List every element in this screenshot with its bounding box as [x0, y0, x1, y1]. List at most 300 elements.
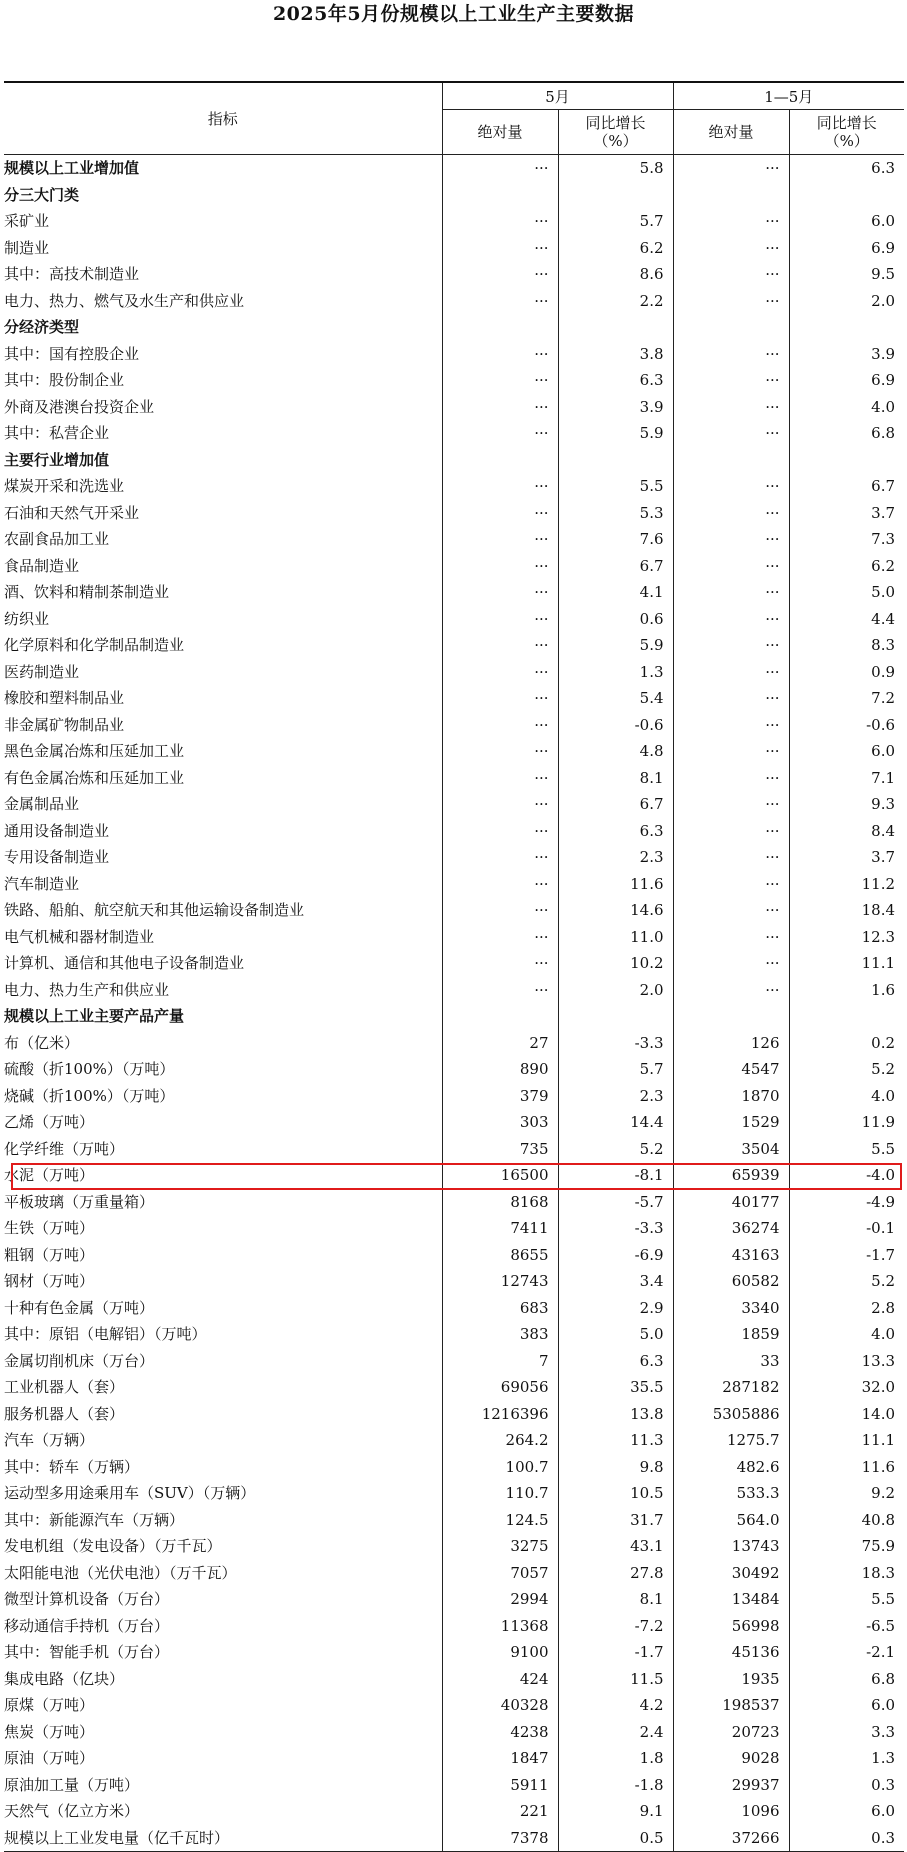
may-growth-cell: 5.4 — [558, 685, 673, 712]
may-growth-cell: 2.2 — [558, 288, 673, 315]
cum-absolute-cell: 1529 — [673, 1109, 789, 1136]
may-growth-header: 同比增长 （%） — [558, 110, 673, 155]
cum-growth-cell: -4.9 — [866, 1192, 896, 1211]
table-row — [4, 844, 904, 871]
may-absolute-cell: ··· — [442, 235, 558, 262]
may-absolute-cell: ··· — [442, 473, 558, 500]
may-absolute-cell: ··· — [442, 288, 558, 315]
cum-absolute-cell — [673, 314, 789, 341]
may-growth-cell: 8.1 — [558, 765, 673, 792]
table-row — [4, 897, 904, 924]
row-indicator: 其中：股份制企业 — [4, 367, 442, 394]
cum-growth-cell: 3.9 — [871, 344, 896, 363]
cum-absolute-cell: 1870 — [673, 1083, 789, 1110]
table-row — [4, 1560, 904, 1587]
may-growth-cell: 9.8 — [558, 1454, 673, 1481]
table-row — [4, 1613, 904, 1640]
may-absolute-cell: 303 — [442, 1109, 558, 1136]
cum-growth-cell: -2.1 — [866, 1643, 896, 1661]
table-row — [4, 685, 904, 712]
cum-growth-cell: 32.0 — [861, 1378, 896, 1396]
cum-absolute-cell: 1096 — [673, 1798, 789, 1825]
may-absolute-cell: 27 — [442, 1030, 558, 1057]
cum-growth-cell: 11.9 — [861, 1113, 896, 1131]
may-growth-cell: 6.7 — [558, 791, 673, 818]
cum-absolute-cell: 33 — [673, 1348, 789, 1375]
table-row — [4, 1798, 904, 1825]
row-indicator: 分经济类型 — [4, 314, 442, 341]
may-growth-cell: 2.3 — [558, 844, 673, 871]
may-growth-cell: 4.2 — [558, 1692, 673, 1719]
cum-growth-cell: 1.3 — [871, 1749, 896, 1767]
may-absolute-cell: 424 — [442, 1666, 558, 1693]
cum-absolute-cell: 4547 — [673, 1056, 789, 1083]
table-row — [4, 1586, 904, 1613]
table-row — [4, 367, 904, 394]
may-absolute-cell: 69056 — [442, 1374, 558, 1401]
table-row — [4, 208, 904, 235]
row-indicator: 食品制造业 — [4, 553, 442, 580]
may-absolute-cell: 9100 — [442, 1639, 558, 1666]
cum-absolute-cell: ··· — [673, 367, 789, 394]
period-may-header: 5月 — [442, 82, 673, 110]
row-indicator: 规模以上工业增加值 — [4, 155, 442, 182]
may-absolute-cell: 7378 — [442, 1825, 558, 1852]
may-growth-cell: 5.9 — [558, 420, 673, 447]
cum-growth-cell: 9.3 — [871, 795, 896, 813]
cum-growth-cell: 7.3 — [871, 530, 896, 548]
may-absolute-cell: 735 — [442, 1136, 558, 1163]
table-body — [4, 155, 904, 1852]
table-row — [4, 738, 904, 765]
table-row — [4, 1401, 904, 1428]
cum-absolute-cell: ··· — [673, 473, 789, 500]
row-indicator: 其中：高技术制造业 — [4, 261, 442, 288]
may-growth-cell: -0.6 — [558, 712, 673, 739]
may-absolute-cell: ··· — [442, 606, 558, 633]
cum-absolute-cell: 65939 — [673, 1162, 789, 1189]
cum-absolute-cell: 287182 — [673, 1374, 789, 1401]
cum-growth-cell: 6.8 — [871, 424, 896, 442]
may-absolute-cell: 7057 — [442, 1560, 558, 1587]
cum-absolute-cell: 29937 — [673, 1772, 789, 1799]
table-row — [4, 473, 904, 500]
table-row — [4, 977, 904, 1004]
may-growth-cell: 1.3 — [558, 659, 673, 686]
cum-growth-cell: 11.1 — [861, 954, 896, 972]
may-growth-cell: 5.9 — [558, 632, 673, 659]
may-growth-cell: 5.7 — [558, 208, 673, 235]
cum-growth-cell: 11.6 — [861, 1457, 896, 1476]
cum-growth-cell: 4.0 — [871, 1086, 896, 1105]
row-indicator: 钢材（万吨） — [4, 1268, 442, 1295]
may-growth-cell: 1.8 — [558, 1745, 673, 1772]
cum-absolute-cell — [673, 182, 789, 209]
cum-growth-cell: 4.0 — [871, 1325, 896, 1343]
table-row — [4, 1533, 904, 1560]
may-growth-cell — [558, 314, 673, 341]
table-row — [4, 1321, 904, 1348]
may-absolute-cell: ··· — [442, 924, 558, 951]
may-absolute-cell: 683 — [442, 1295, 558, 1322]
cum-growth-cell: 0.3 — [871, 1775, 896, 1794]
cum-absolute-cell: ··· — [673, 765, 789, 792]
cum-growth-cell: 11.1 — [861, 1431, 896, 1449]
may-growth-cell: 0.6 — [558, 606, 673, 633]
cum-growth-cell: 6.9 — [871, 371, 896, 389]
indicator-header: 指标 — [4, 82, 442, 155]
row-indicator: 水泥（万吨） — [4, 1162, 442, 1189]
cum-absolute-cell: ··· — [673, 712, 789, 739]
cum-growth-cell: 4.4 — [871, 609, 896, 628]
may-growth-cell: 11.5 — [558, 1666, 673, 1693]
table-row — [4, 791, 904, 818]
may-absolute-cell: ··· — [442, 553, 558, 580]
table-row — [4, 1692, 904, 1719]
table-row — [4, 579, 904, 606]
cum-growth-cell: 75.9 — [861, 1537, 896, 1555]
table-row — [4, 1454, 904, 1481]
cum-absolute-cell: 3340 — [673, 1295, 789, 1322]
table-row — [4, 261, 904, 288]
row-indicator: 太阳能电池（光伏电池）（万千瓦） — [4, 1560, 442, 1587]
row-indicator: 计算机、通信和其他电子设备制造业 — [4, 950, 442, 977]
cum-absolute-cell: ··· — [673, 155, 789, 182]
cum-growth-cell: 5.5 — [871, 1139, 896, 1158]
cum-absolute-cell: ··· — [673, 844, 789, 871]
row-indicator: 铁路、船舶、航空航天和其他运输设备制造业 — [4, 897, 442, 924]
table-row — [4, 447, 904, 474]
may-growth-cell: 11.6 — [558, 871, 673, 898]
cum-absolute-cell: 43163 — [673, 1242, 789, 1269]
row-indicator: 石油和天然气开采业 — [4, 500, 442, 527]
row-indicator: 粗钢（万吨） — [4, 1242, 442, 1269]
cum-growth-cell: 5.0 — [871, 583, 896, 601]
may-growth-cell: 7.6 — [558, 526, 673, 553]
table-row — [4, 314, 904, 341]
cum-absolute-cell: 36274 — [673, 1215, 789, 1242]
row-indicator: 其中：新能源汽车（万辆） — [4, 1507, 442, 1534]
may-absolute-cell: 383 — [442, 1321, 558, 1348]
may-absolute-cell: 3275 — [442, 1533, 558, 1560]
table-row — [4, 553, 904, 580]
table-row — [4, 765, 904, 792]
row-indicator: 移动通信手持机（万台） — [4, 1613, 442, 1640]
cum-absolute-cell: ··· — [673, 208, 789, 235]
cum-absolute-cell: 13484 — [673, 1586, 789, 1613]
table-row — [4, 1083, 904, 1110]
cum-absolute-cell: 3504 — [673, 1136, 789, 1163]
may-growth-cell: 6.2 — [558, 235, 673, 262]
cum-absolute-cell: ··· — [673, 394, 789, 421]
may-growth-cell: 27.8 — [558, 1560, 673, 1587]
may-growth-cell: 4.1 — [558, 579, 673, 606]
cum-absolute-cell: 5305886 — [673, 1401, 789, 1428]
may-growth-cell: 3.8 — [558, 341, 673, 368]
cum-absolute-cell: ··· — [673, 526, 789, 553]
row-indicator: 原油加工量（万吨） — [4, 1772, 442, 1799]
cum-growth-cell: 3.7 — [871, 848, 896, 866]
cum-absolute-cell: 37266 — [673, 1825, 789, 1852]
cum-absolute-cell: 56998 — [673, 1613, 789, 1640]
may-absolute-cell: ··· — [442, 712, 558, 739]
may-absolute-cell: 221 — [442, 1798, 558, 1825]
table-row — [4, 1427, 904, 1454]
cum-absolute-cell: ··· — [673, 579, 789, 606]
row-indicator: 农副食品加工业 — [4, 526, 442, 553]
may-growth-cell: 31.7 — [558, 1507, 673, 1534]
may-absolute-cell: ··· — [442, 261, 558, 288]
may-absolute-cell: 11368 — [442, 1613, 558, 1640]
may-absolute-cell: 8168 — [442, 1189, 558, 1216]
may-growth-cell: 35.5 — [558, 1374, 673, 1401]
may-absolute-cell: ··· — [442, 420, 558, 447]
cum-absolute-cell: ··· — [673, 924, 789, 951]
cum-growth-cell: 5.2 — [871, 1060, 896, 1078]
table-row — [4, 950, 904, 977]
row-indicator: 十种有色金属（万吨） — [4, 1295, 442, 1322]
may-absolute-cell: ··· — [442, 765, 558, 792]
table-row — [4, 341, 904, 368]
may-growth-cell — [558, 182, 673, 209]
cum-absolute-cell: 45136 — [673, 1639, 789, 1666]
cum-absolute-cell: ··· — [673, 235, 789, 262]
may-growth-cell: -3.3 — [558, 1215, 673, 1242]
table-row — [4, 1639, 904, 1666]
cum-growth-cell: 0.9 — [871, 662, 896, 681]
table-row — [4, 1719, 904, 1746]
row-indicator: 焦炭（万吨） — [4, 1719, 442, 1746]
cum-absolute-cell: ··· — [673, 871, 789, 898]
may-absolute-cell — [442, 314, 558, 341]
cum-absolute-cell — [673, 1003, 789, 1030]
may-absolute-cell: ··· — [442, 394, 558, 421]
row-indicator: 生铁（万吨） — [4, 1215, 442, 1242]
may-absolute-cell: 100.7 — [442, 1454, 558, 1481]
row-indicator: 有色金属冶炼和压延加工业 — [4, 765, 442, 792]
may-growth-cell: 11.3 — [558, 1427, 673, 1454]
may-growth-cell: 8.1 — [558, 1586, 673, 1613]
table-row — [4, 235, 904, 262]
cum-absolute-cell: ··· — [673, 553, 789, 580]
cum-growth-cell: 6.3 — [871, 159, 896, 177]
may-absolute-cell: 379 — [442, 1083, 558, 1110]
may-absolute-cell: 7411 — [442, 1215, 558, 1242]
may-absolute-cell: ··· — [442, 367, 558, 394]
table-row — [4, 1242, 904, 1269]
cum-absolute-cell: ··· — [673, 261, 789, 288]
cum-absolute-cell: 20723 — [673, 1719, 789, 1746]
cum-growth-cell: 5.2 — [871, 1272, 896, 1290]
cum-growth-cell: 6.0 — [871, 1802, 896, 1820]
may-growth-cell: 0.5 — [558, 1825, 673, 1852]
may-growth-cell: 5.8 — [558, 155, 673, 182]
row-indicator: 布（亿米） — [4, 1030, 442, 1057]
table-row — [4, 1480, 904, 1507]
row-indicator: 其中：轿车（万辆） — [4, 1454, 442, 1481]
cum-growth-cell: 13.3 — [861, 1351, 896, 1370]
cum-absolute-cell: 40177 — [673, 1189, 789, 1216]
may-absolute-cell: ··· — [442, 685, 558, 712]
row-indicator: 原油（万吨） — [4, 1745, 442, 1772]
row-indicator: 汽车制造业 — [4, 871, 442, 898]
may-absolute-cell: ··· — [442, 659, 558, 686]
cum-growth-cell: 8.3 — [871, 636, 896, 654]
row-indicator: 橡胶和塑料制品业 — [4, 685, 442, 712]
row-indicator: 纺织业 — [4, 606, 442, 633]
may-growth-cell: 8.6 — [558, 261, 673, 288]
row-indicator: 电力、热力、燃气及水生产和供应业 — [4, 288, 442, 315]
row-indicator: 分三大门类 — [4, 182, 442, 209]
table-row — [4, 924, 904, 951]
cum-growth-cell: 2.0 — [871, 291, 896, 310]
cum-absolute-cell — [673, 447, 789, 474]
cum-absolute-cell: ··· — [673, 818, 789, 845]
may-growth-cell: -6.9 — [558, 1242, 673, 1269]
cum-absolute-cell: ··· — [673, 420, 789, 447]
cum-growth-cell — [789, 314, 904, 341]
cum-growth-cell: 6.2 — [871, 556, 896, 575]
row-indicator: 化学纤维（万吨） — [4, 1136, 442, 1163]
may-growth-cell: 14.6 — [558, 897, 673, 924]
table-row — [4, 1666, 904, 1693]
table-row — [4, 818, 904, 845]
cum-absolute-cell: ··· — [673, 950, 789, 977]
may-absolute-cell: ··· — [442, 950, 558, 977]
cum-growth-cell: 9.2 — [871, 1484, 896, 1502]
may-growth-cell: 43.1 — [558, 1533, 673, 1560]
may-absolute-cell: ··· — [442, 526, 558, 553]
row-indicator: 运动型多用途乘用车（SUV）（万辆） — [4, 1480, 442, 1507]
table-row — [4, 606, 904, 633]
may-absolute-cell: 40328 — [442, 1692, 558, 1719]
cum-growth-cell: 1.6 — [871, 980, 896, 999]
may-absolute-cell: ··· — [442, 791, 558, 818]
row-indicator: 其中：原铝（电解铝）（万吨） — [4, 1321, 442, 1348]
cum-absolute-cell: 198537 — [673, 1692, 789, 1719]
row-indicator: 主要行业增加值 — [4, 447, 442, 474]
industrial-data-table — [4, 81, 904, 1852]
may-absolute-cell: 8655 — [442, 1242, 558, 1269]
cum-absolute-cell: 533.3 — [673, 1480, 789, 1507]
may-absolute-cell: 5911 — [442, 1772, 558, 1799]
cum-absolute-cell: ··· — [673, 791, 789, 818]
row-indicator: 制造业 — [4, 235, 442, 262]
may-growth-cell: -7.2 — [558, 1613, 673, 1640]
table-row — [4, 1030, 904, 1057]
row-indicator: 其中：私营企业 — [4, 420, 442, 447]
may-absolute-cell: 2994 — [442, 1586, 558, 1613]
row-indicator: 平板玻璃（万重量箱） — [4, 1189, 442, 1216]
row-indicator: 酒、饮料和精制茶制造业 — [4, 579, 442, 606]
may-growth-cell: 2.3 — [558, 1083, 673, 1110]
cum-growth-cell: 18.3 — [861, 1563, 896, 1582]
cum-growth-cell: 6.7 — [871, 477, 896, 495]
row-indicator: 化学原料和化学制品制造业 — [4, 632, 442, 659]
row-indicator: 煤炭开采和洗选业 — [4, 473, 442, 500]
row-indicator: 烧碱（折100%）（万吨） — [4, 1083, 442, 1110]
may-absolute-cell: ··· — [442, 844, 558, 871]
cum-growth-cell: -6.5 — [866, 1616, 896, 1635]
may-growth-cell: 6.3 — [558, 367, 673, 394]
cum-absolute-cell: 60582 — [673, 1268, 789, 1295]
table-row — [4, 1189, 904, 1216]
cum-growth-cell: 6.9 — [871, 238, 896, 257]
may-growth-cell: 2.4 — [558, 1719, 673, 1746]
may-absolute-cell: ··· — [442, 871, 558, 898]
may-absolute-header: 绝对量 — [442, 110, 558, 155]
may-growth-cell: 3.9 — [558, 394, 673, 421]
table-row — [4, 420, 904, 447]
cum-growth-cell: 40.8 — [861, 1510, 896, 1529]
cum-growth-cell: 3.7 — [871, 503, 896, 522]
cum-growth-header: 同比增长 （%） — [789, 110, 904, 155]
may-growth-cell: 5.3 — [558, 500, 673, 527]
may-growth-cell: 10.5 — [558, 1480, 673, 1507]
cum-growth-cell: 0.3 — [789, 1825, 904, 1852]
table-row — [4, 500, 904, 527]
cum-absolute-cell: 1859 — [673, 1321, 789, 1348]
cum-absolute-cell: 126 — [673, 1030, 789, 1057]
table-row — [4, 1745, 904, 1772]
may-growth-cell: 9.1 — [558, 1798, 673, 1825]
cum-absolute-cell: ··· — [673, 288, 789, 315]
period-jan-may-header: 1—5月 — [673, 82, 904, 110]
row-indicator: 规模以上工业发电量（亿千瓦时） — [4, 1825, 442, 1852]
may-absolute-cell: ··· — [442, 208, 558, 235]
may-absolute-cell: 1216396 — [442, 1401, 558, 1428]
table-row — [4, 1825, 904, 1852]
may-absolute-cell: 4238 — [442, 1719, 558, 1746]
cum-growth-cell — [789, 447, 904, 474]
table-row — [4, 1268, 904, 1295]
cum-absolute-cell: 482.6 — [673, 1454, 789, 1481]
may-absolute-cell: 124.5 — [442, 1507, 558, 1534]
row-indicator: 微型计算机设备（万台） — [4, 1586, 442, 1613]
cum-absolute-cell: ··· — [673, 685, 789, 712]
cum-growth-cell — [789, 182, 904, 209]
table-row — [4, 659, 904, 686]
cum-absolute-cell: 13743 — [673, 1533, 789, 1560]
cum-absolute-cell: 564.0 — [673, 1507, 789, 1534]
cum-growth-cell: 12.3 — [861, 927, 896, 946]
cum-growth-cell: 7.2 — [871, 689, 896, 707]
may-growth-cell: -8.1 — [558, 1162, 673, 1189]
cum-growth-cell: 3.3 — [871, 1722, 896, 1741]
cum-growth-cell: 18.4 — [861, 901, 896, 919]
row-indicator: 原煤（万吨） — [4, 1692, 442, 1719]
may-growth-cell: -1.7 — [558, 1639, 673, 1666]
may-absolute-cell: ··· — [442, 155, 558, 182]
cum-absolute-cell: 1275.7 — [673, 1427, 789, 1454]
may-absolute-cell: ··· — [442, 632, 558, 659]
cum-absolute-cell: ··· — [673, 659, 789, 686]
cum-absolute-cell: ··· — [673, 632, 789, 659]
may-growth-cell: 5.7 — [558, 1056, 673, 1083]
cum-absolute-cell: ··· — [673, 738, 789, 765]
table-row — [4, 1003, 904, 1030]
cum-absolute-cell: ··· — [673, 977, 789, 1004]
table-row — [4, 288, 904, 315]
may-growth-cell: -5.7 — [558, 1189, 673, 1216]
row-indicator: 通用设备制造业 — [4, 818, 442, 845]
may-absolute-cell: ··· — [442, 500, 558, 527]
may-growth-cell: 5.0 — [558, 1321, 673, 1348]
row-indicator: 其中：智能手机（万台） — [4, 1639, 442, 1666]
row-indicator: 采矿业 — [4, 208, 442, 235]
table-row — [4, 182, 904, 209]
table-row — [4, 1109, 904, 1136]
